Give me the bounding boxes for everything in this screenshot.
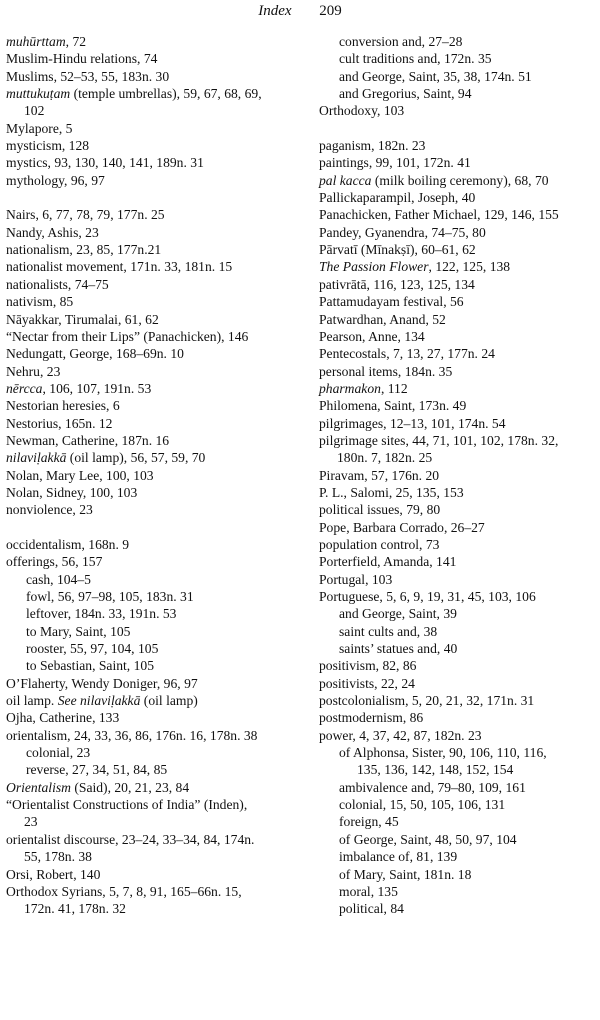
index-entry [319, 501, 600, 518]
entry-text: nonviolence, 23 [6, 502, 93, 518]
index-entry [6, 796, 306, 831]
entry-text: Pandey, Gyanendra, 74–75, 80 [319, 224, 486, 240]
index-entry [6, 415, 306, 432]
index-entry [6, 137, 306, 154]
entry-text: Nolan, Sidney, 100, 103 [6, 484, 138, 500]
index-entry [6, 120, 306, 137]
index-entry [319, 675, 600, 692]
italic-term: nērcca [6, 380, 43, 396]
index-subentry [319, 85, 600, 102]
entry-text: and Gregorius, Saint, 94 [339, 86, 472, 102]
entry-text: Nedungatt, George, 168–69n. 10 [6, 346, 184, 362]
index-entry [6, 432, 306, 449]
index-subentry [6, 605, 306, 622]
entry-text: Nairs, 6, 77, 78, 79, 177n. 25 [6, 207, 165, 223]
index-entry [6, 727, 306, 744]
index-entry [319, 311, 600, 328]
entry-text: paintings, 99, 101, 172n. 41 [319, 155, 471, 171]
italic-term: muhūrttam [6, 34, 66, 49]
index-entry [319, 588, 600, 605]
index-entry [6, 484, 306, 501]
index-entry [319, 189, 600, 206]
entry-text: Pearson, Anne, 134 [319, 328, 425, 344]
entry-text: Portugal, 103 [319, 571, 393, 587]
entry-text: of George, Saint, 48, 50, 97, 104 [339, 831, 517, 847]
index-entry [319, 363, 600, 380]
entry-text: , 106, 107, 191n. 53 [42, 380, 152, 396]
entry-text: mystics, 93, 130, 140, 141, 189n. 31 [6, 155, 204, 171]
entry-text: , 72 [65, 34, 87, 49]
entry-text: political, 84 [339, 901, 404, 917]
index-entry [319, 484, 600, 501]
entry-text: pativrātā, 116, 123, 125, 134 [319, 276, 475, 292]
entry-text: saint cults and, 38 [339, 623, 438, 639]
entry-text: Porterfield, Amanda, 141 [319, 554, 457, 570]
entry-text: offerings, 56, 157 [6, 554, 103, 570]
index-entry [6, 33, 306, 50]
index-subentry [6, 744, 306, 761]
entry-text: and George, Saint, 35, 38, 174n. 51 [339, 68, 532, 84]
entry-text: conversion and, 27–28 [339, 34, 463, 49]
index-entry [6, 154, 306, 171]
italic-term: Orientalism [6, 779, 71, 795]
italic-term: nilaviḷakkā [6, 450, 67, 466]
index-entry [6, 692, 306, 709]
index-entry [319, 293, 600, 310]
index-entry [319, 415, 600, 432]
italic-term: See nilaviḷakkā [57, 693, 141, 709]
index-subentry [319, 623, 600, 640]
entry-text: paganism, 182n. 23 [319, 138, 426, 154]
entry-text: , 122, 125, 138 [428, 259, 511, 275]
index-subentry [319, 866, 600, 883]
entry-text: cult traditions and, 172n. 35 [339, 51, 492, 67]
entry-continuation: 23 [24, 814, 38, 830]
index-column-left [6, 33, 306, 918]
index-entry [6, 467, 306, 484]
entry-text: Orsi, Robert, 140 [6, 866, 101, 882]
entry-text: (Said), 20, 21, 23, 84 [70, 779, 190, 795]
entry-text: Newman, Catherine, 187n. 16 [6, 432, 170, 448]
entry-text: Patwardhan, Anand, 52 [319, 311, 446, 327]
index-subentry [319, 744, 600, 779]
index-entry [319, 258, 600, 275]
index-entry [6, 68, 306, 85]
entry-text: Mylapore, 5 [6, 120, 73, 136]
running-title: Index [258, 3, 292, 19]
entry-text: orientalism, 24, 33, 36, 86, 176n. 16, 178n. 38 [6, 727, 258, 743]
index-entry [319, 432, 600, 467]
entry-text: Nāyakkar, Tirumalai, 61, 62 [6, 311, 159, 327]
entry-text: Nestorian heresies, 6 [6, 398, 120, 414]
entry-text: , 112 [380, 380, 408, 396]
entry-text: to Mary, Saint, 105 [26, 623, 131, 639]
entry-text: moral, 135 [339, 883, 398, 899]
entry-text: postcolonialism, 5, 20, 21, 32, 171n. 31 [319, 693, 535, 709]
entry-text: Ojha, Catherine, 133 [6, 710, 120, 726]
index-subentry [319, 605, 600, 622]
index-subentry [319, 813, 600, 830]
index-entry [6, 553, 306, 570]
entry-text: O’Flaherty, Wendy Doniger, 96, 97 [6, 675, 198, 691]
index-entry [319, 553, 600, 570]
entry-continuation: 55, 178n. 38 [24, 849, 92, 865]
entry-text: nationalists, 74–75 [6, 276, 109, 292]
entry-text: reverse, 27, 34, 51, 84, 85 [26, 762, 168, 778]
entry-text: nationalist movement, 171n. 33, 181n. 15 [6, 259, 233, 275]
entry-text: to Sebastian, Saint, 105 [26, 658, 154, 674]
index-entry [319, 206, 600, 223]
entry-text: Orthodoxy, 103 [319, 103, 405, 119]
entry-text: leftover, 184n. 33, 191n. 53 [26, 606, 177, 622]
index-column-right [319, 33, 600, 918]
entry-text: Portuguese, 5, 6, 9, 19, 31, 45, 103, 106 [319, 589, 536, 604]
index-subentry [319, 900, 600, 917]
italic-term: pal kacca [319, 172, 372, 188]
index-entry [319, 276, 600, 293]
entry-text: Muslim-Hindu relations, 74 [6, 51, 158, 67]
entry-text: positivists, 22, 24 [319, 675, 415, 691]
index-entry [6, 241, 306, 258]
index-entry [319, 154, 600, 171]
entry-text: ambivalence and, 79–80, 109, 161 [339, 779, 526, 795]
index-entry [6, 363, 306, 380]
italic-term: pharmakon [319, 380, 381, 396]
index-entry [6, 311, 306, 328]
italic-term: The Passion Flower [319, 259, 429, 275]
entry-text: mythology, 96, 97 [6, 172, 105, 188]
index-entry [319, 137, 600, 154]
entry-text: Philomena, Saint, 173n. 49 [319, 398, 467, 414]
index-entry [6, 380, 306, 397]
entry-text: fowl, 56, 97–98, 105, 183n. 31 [26, 589, 194, 604]
index-entry [6, 501, 306, 518]
entry-text: nationalism, 23, 85, 177n.21 [6, 242, 162, 258]
index-entry [6, 866, 306, 883]
index-entry [6, 345, 306, 362]
index-subentry [6, 657, 306, 674]
entry-text: “Orientalist Constructions of India” (Inden), [6, 797, 248, 813]
entry-continuation: 135, 136, 142, 148, 152, 154 [357, 762, 514, 778]
index-entry [319, 224, 600, 241]
index-entry [319, 345, 600, 362]
entry-text: and George, Saint, 39 [339, 606, 457, 622]
entry-text: cash, 104–5 [26, 571, 91, 587]
index-entry [6, 831, 306, 866]
index-entry [319, 397, 600, 414]
index-entry [319, 102, 600, 119]
entry-text: oil lamp. [6, 693, 58, 709]
index-entry [6, 172, 306, 189]
index-subentry [319, 68, 600, 85]
entry-text: foreign, 45 [339, 814, 399, 830]
entry-text: Muslims, 52–53, 55, 183n. 30 [6, 68, 170, 84]
running-header [0, 2, 600, 20]
entry-text: Pārvatī (Mīnakṣī), 60–61, 62 [319, 242, 476, 258]
index-entry [6, 883, 306, 918]
index-entry [6, 536, 306, 553]
index-entry [319, 571, 600, 588]
entry-continuation: 180n. 7, 182n. 25 [337, 450, 433, 466]
index-entry [6, 85, 306, 120]
entry-text: Nandy, Ashis, 23 [6, 224, 99, 240]
index-subentry [319, 831, 600, 848]
entry-text: Orthodox Syrians, 5, 7, 8, 91, 165–66n. 15, [6, 883, 242, 899]
index-subentry [319, 50, 600, 67]
page-number: 209 [319, 3, 342, 19]
entry-text: occidentalism, 168n. 9 [6, 536, 130, 552]
entry-text: (milk boiling ceremony), 68, 70 [371, 172, 549, 188]
entry-continuation: 102 [24, 103, 45, 119]
index-entry [319, 467, 600, 484]
index-subentry [319, 779, 600, 796]
letter-group-gap [6, 519, 306, 536]
entry-text: mysticism, 128 [6, 138, 90, 154]
index-entry [6, 328, 306, 345]
letter-group-gap [6, 189, 306, 206]
index-subentry [6, 640, 306, 657]
entry-text: nativism, 85 [6, 294, 74, 310]
index-subentry [6, 623, 306, 640]
index-subentry [6, 571, 306, 588]
index-entry [6, 397, 306, 414]
entry-text: P. L., Salomi, 25, 135, 153 [319, 484, 464, 500]
entry-text: positivism, 82, 86 [319, 658, 417, 674]
index-entry [319, 536, 600, 553]
entry-text: power, 4, 37, 42, 87, 182n. 23 [319, 727, 482, 743]
letter-group-gap [319, 120, 600, 137]
italic-term: muttukuṭam [6, 86, 71, 102]
index-entry [319, 692, 600, 709]
entry-text: population control, 73 [319, 536, 440, 552]
entry-text: of Mary, Saint, 181n. 18 [339, 866, 472, 882]
index-entry [6, 675, 306, 692]
index-entry [319, 172, 600, 189]
index-entry [319, 380, 600, 397]
entry-text: Pentecostals, 7, 13, 27, 177n. 24 [319, 346, 495, 362]
entry-text: Piravam, 57, 176n. 20 [319, 467, 440, 483]
entry-text: (oil lamp) [140, 693, 198, 709]
entry-text: pilgrimages, 12–13, 101, 174n. 54 [319, 415, 506, 431]
entry-text: orientalist discourse, 23–24, 33–34, 84, 174n. [6, 831, 255, 847]
index-entry [319, 727, 600, 744]
entry-text: political issues, 79, 80 [319, 502, 441, 518]
index-entry [6, 258, 306, 275]
entry-text: Nehru, 23 [6, 363, 61, 379]
entry-text: of Alphonsa, Sister, 90, 106, 110, 116, [339, 745, 547, 761]
entry-text: Pope, Barbara Corrado, 26–27 [319, 519, 485, 535]
index-subentry [319, 640, 600, 657]
index-entry [6, 293, 306, 310]
entry-text: Panachicken, Father Michael, 129, 146, 155 [319, 207, 559, 223]
index-subentry [319, 796, 600, 813]
index-entry [319, 328, 600, 345]
entry-text: postmodernism, 86 [319, 710, 424, 726]
index-entry [319, 519, 600, 536]
entry-text: (oil lamp), 56, 57, 59, 70 [66, 450, 206, 466]
entry-text: personal items, 184n. 35 [319, 363, 453, 379]
index-entry [6, 779, 306, 796]
entry-text: Nestorius, 165n. 12 [6, 415, 113, 431]
entry-text: Pattamudayam festival, 56 [319, 294, 464, 310]
entry-text: Nolan, Mary Lee, 100, 103 [6, 467, 154, 483]
entry-text: colonial, 23 [26, 745, 91, 761]
index-entry [6, 449, 306, 466]
index-entry [319, 709, 600, 726]
entry-text: saints’ statues and, 40 [339, 641, 458, 657]
index-entry [6, 709, 306, 726]
entry-continuation: 172n. 41, 178n. 32 [24, 901, 126, 917]
index-entry [6, 50, 306, 67]
entry-text: Pallickaparampil, Joseph, 40 [319, 190, 476, 206]
index-subentry [6, 588, 306, 605]
index-entry [6, 276, 306, 293]
entry-text: pilgrimage sites, 44, 71, 101, 102, 178n. 32, [319, 432, 559, 448]
entry-text: colonial, 15, 50, 105, 106, 131 [339, 797, 506, 813]
index-subentry [319, 883, 600, 900]
entry-text: imbalance of, 81, 139 [339, 849, 458, 865]
index-subentry [319, 33, 600, 50]
entry-text: rooster, 55, 97, 104, 105 [26, 641, 159, 657]
entry-text: (temple umbrellas), 59, 67, 68, 69, [70, 86, 262, 102]
index-subentry [6, 761, 306, 778]
index-entry [6, 224, 306, 241]
index-subentry [319, 848, 600, 865]
index-entry [319, 241, 600, 258]
index-entry [6, 206, 306, 223]
entry-text: “Nectar from their Lips” (Panachicken), 146 [6, 328, 249, 344]
index-entry [319, 657, 600, 674]
